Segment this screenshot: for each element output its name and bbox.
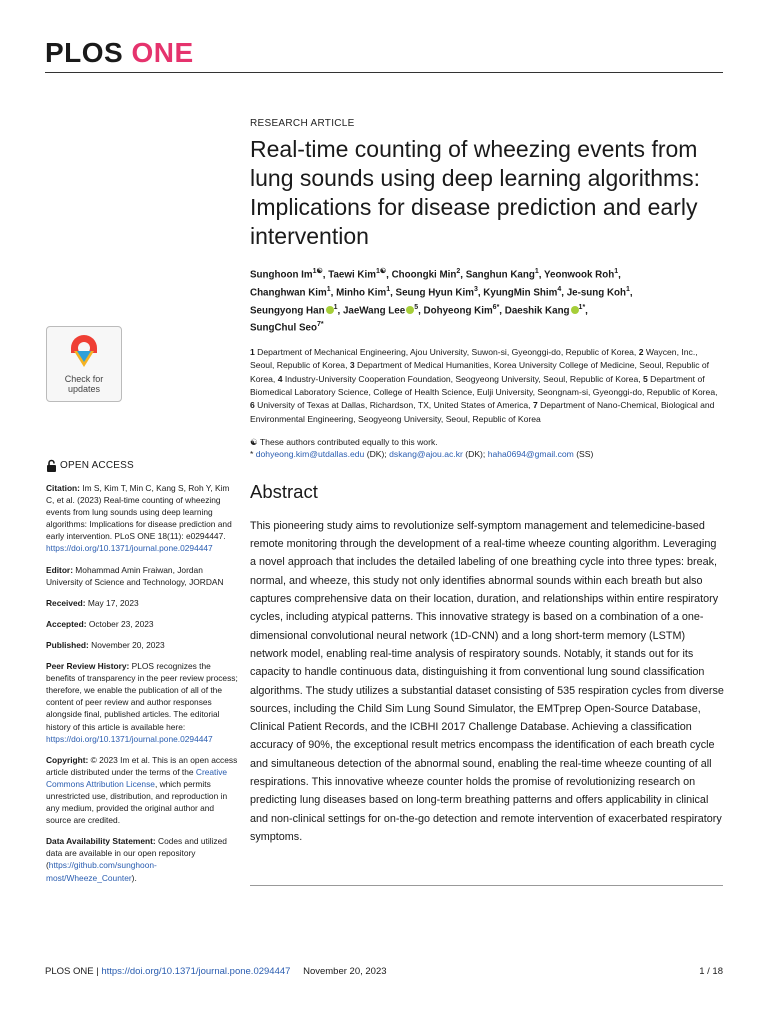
author-affiliation-mark: 1 [333,303,338,311]
footer-date: November 20, 2023 [303,966,387,977]
peer-review-label: Peer Review History: [46,661,130,672]
author-affiliation-mark: 1 [614,268,619,275]
journal-header [45,38,723,73]
accepted-label: Accepted: [46,618,87,629]
published-label: Published: [46,639,89,650]
author-affiliation-mark: 3 [473,285,478,293]
author-name[interactable]: Sanghun Kang [465,269,535,281]
received-label: Received: [46,597,86,608]
editor-block [46,564,238,588]
author-affiliation-mark: 2 [456,268,461,275]
author-affiliation-mark: 7* [316,321,324,329]
footer-doi-link[interactable]: https://doi.org/10.1371/journal.pone.0294447 [101,966,291,977]
author-name[interactable]: Dohyeong Kim [423,304,493,316]
author-name[interactable]: Taewi Kim [328,269,376,281]
affiliation-text: Department of Biomedical Laboratory Science, College of Health Science, Eulji University, Seongnam-si, Gyeonggi-do, Republic of Korea, [250,373,718,397]
author-name[interactable]: SungChul Seo [250,322,317,334]
logo-plos: PLOS [45,37,124,68]
peer-review-doi-link[interactable]: https://doi.org/10.1371/journal.pone.0294447 [46,733,213,744]
check-updates-line1: Check for [64,374,104,384]
author-notes [250,436,724,461]
data-availability-text: Codes and utilized data are available in our open repository ( [46,836,227,871]
affiliation-text: Department of Mechanical Engineering, Ajou University, Suwon-si, Gyeonggi-do, Republic of Korea, [257,347,639,358]
citation-text: Im S, Kim T, Min C, Kang S, Roh Y, Kim C, et al. (2023) Real-time counting of wheezing events from lung sounds using deep learning algorithms: Implications for disease prediction and early intervention. PLoS ONE 18(11): e0294447. [46,483,232,542]
author-name[interactable]: Changhwan Kim [250,287,327,299]
footer-separator: | [93,966,102,977]
data-availability-label: Data Availability Statement: [46,836,156,847]
abstract-text: This pioneering study aims to revolutionize self-symptom management and telemedicine-based remote monitoring through the development of a real-time wheeze counting algorithm. Leveraging a novel approach that includes the detailed labeling of one breathing cycle into three types: break, normal, and wheeze, this study not only identifies abnormal sounds within each breath but also captures comprehensive data on their location, duration, and relationships within entire respiratory cycles, including atypical patterns. This innovative strategy is based on a combination of a one-dimensional convolutional neural network (1D-CNN) and a long short-term memory (LSTM) network model, enabling real-time analysis of respiratory sounds. Notably, it stands out for its capacity to handle continuous data, distinguishing it from conventional lung sound classification algorithms. The study utilizes a substantial dataset consisting of 535 respiration cycles from diverse sources, including the Child Sim Lung Sound Simulator, the EMTprep Open-Source Database, Clinical Patient Records, and the ICBHI 2017 Challenge Database. Achieving a classification accuracy of 90%, the exceptional result metrics encompass the identification of each breath cycle and simultaneous detection of the abnormal sound, enabling the real-time wheeze counting of all respirations. This innovative wheeze counter holds the promise of revolutionizing research on predicting lung diseases based on long-term breathing patterns and offers applicability in clinical and non-clinical settings for on-the-go detection and remote intervention of exacerbated respiratory symptoms. [250,519,724,843]
affiliation-number: 1 [250,347,258,358]
affiliation-text: Department of Nano-Chemical, Biological and Environmental Engineering, Seogyeong University, Seoul, Republic of Korea [250,400,715,424]
accepted-date: October 23, 2023 [86,618,154,629]
affiliations [250,346,724,426]
author-affiliation-mark: 1 [326,285,331,293]
article-type: RESEARCH ARTICLE [250,118,355,129]
affiliation-text: University of Texas at Dallas, Richardson, TX, United States of America, [257,400,533,411]
affiliation-number: 4 [277,373,285,384]
author-name[interactable]: Yeonwook Roh [544,269,615,281]
affiliation-number: 7 [532,400,541,411]
email-tag-1: (DK); [364,449,390,460]
affiliation-number: 2 [638,347,646,358]
author-name[interactable]: KyungMin Shim [483,287,558,299]
author-name[interactable]: JaeWang Lee [342,304,406,316]
email-tag-3: (SS) [573,449,594,460]
orcid-icon[interactable] [326,306,334,314]
author-affiliation-mark: 1 [626,285,630,293]
corr-star: * [250,449,254,460]
author-name[interactable]: Je-sung Koh [566,287,627,299]
citation-block [46,482,238,555]
data-availability-block [46,835,238,883]
abstract-divider [250,885,723,886]
correspondence-note [250,448,724,461]
check-for-updates-badge[interactable] [46,326,122,402]
logo-one: ONE [131,37,194,68]
equal-contribution-note: ☯ These authors contributed equally to this work. [250,436,438,447]
page-number: 1 / 18 [699,966,723,977]
orcid-icon[interactable] [406,306,414,314]
author-affiliation-mark: 1* [578,303,586,311]
data-availability-end: ). [131,872,137,883]
author-affiliation-mark: 1☯ [312,268,323,275]
email-tag-2: (DK); [462,449,488,460]
check-updates-line2: updates [67,384,101,394]
article-main [250,118,724,846]
author-affiliation-mark: 1 [386,285,391,293]
copyright-text-2: , which permits unrestricted use, distribution, and reproduction in any medium, provided the original author and source are credited. [46,778,228,826]
article-title: Real-time counting of wheezing events from lung sounds using deep learning algorithms: Implications for disease prediction and early intervention [250,136,701,249]
copyright-text-1: © 2023 Im et al. This is an open access article distributed under the terms of the [46,754,238,777]
open-access-label [46,459,238,473]
copyright-block [46,754,238,827]
author-affiliation-mark: 1☯ [375,268,387,275]
received-date: May 17, 2023 [85,597,139,608]
affiliation-text: Industry-University Cooperation Foundation, Seogyeong University, Seoul, Republic of Korea, [284,373,643,384]
author-name[interactable]: Sunghoon Im [250,269,313,281]
author-affiliation-mark: 4 [557,285,562,293]
author-name[interactable]: Seungyong Han [250,304,325,316]
citation-doi-link[interactable]: https://doi.org/10.1371/journal.pone.0294447 [46,543,213,554]
cc-license-link[interactable]: Creative Commons Attribution License [46,766,228,789]
open-lock-icon [46,459,57,473]
author-name[interactable]: Seung Hyun Kim [395,287,474,299]
open-access-text: OPEN ACCESS [60,459,134,471]
affiliation-text: Department of Medical Humanities, Korea University College of Medicine, Seoul, Republic of Korea, [250,360,710,384]
page-footer [45,966,723,977]
citation-label: Citation: [46,483,80,493]
author-list: Sunghoon $Im^{1☯}$, Taewi Kim$^{1☯}$, Choongki Min$^2$, Sanghun Kang$^1$, Yeonwook Roh$^1$, Changhwan Kim$^1$, Minho Kim$^1$, Seung Hyun Kim$^3$, KyungMin Shim$^4$, Je-sung Koh$^1$, Seungyong Han $^1$, JaeWang Lee $^5$, Dohyeong Kim$^{6*}$, Daeshik Kang $^{1*}$, SungChul Seo$^{7*}$ [250,268,633,334]
orcid-icon[interactable] [571,306,579,314]
article-sidebar [46,459,238,893]
accepted-block [46,618,238,630]
published-block [46,639,238,651]
affiliation-number: 6 [250,400,258,411]
copyright-label: Copyright: [46,754,89,765]
abstract-heading: Abstract [250,480,318,502]
author-affiliation-mark: 1 [534,268,539,275]
footer-journal: PLOS ONE [45,966,94,977]
received-block [46,597,238,609]
peer-review-block [46,660,238,745]
author-name[interactable]: Minho Kim [336,287,387,299]
email-link-3[interactable]: haha0694@gmail.com [487,449,574,460]
affiliation-number: 5 [643,373,651,384]
email-link-2[interactable]: dskang@ajou.ac.kr [389,449,463,460]
editor-text: Mohammad Amin Fraiwan, Jordan University of Science and Technology, JORDAN [46,564,224,587]
author-affiliation-mark: 6* [492,303,500,311]
author-name[interactable]: Choongki Min [391,269,457,281]
author-affiliation-mark: 5 [414,303,419,311]
editor-label: Editor: [46,564,73,575]
affiliation-number: 3 [349,360,358,371]
journal-logo[interactable] [45,38,723,68]
crossmark-icon [69,333,99,369]
author-name[interactable]: Daeshik Kang [504,304,570,316]
peer-review-text: PLOS recognizes the benefits of transparency in the peer review process; therefore, we enable the publication of all of the content of peer review and author responses alongside final, published articles. The editorial history of this article is available here: [46,661,238,732]
published-date: November 20, 2023 [88,639,165,650]
affiliation-text: Waycen, Inc., Seoul, Republic of Korea, [250,347,698,371]
repository-link[interactable]: https://github.com/sunghoon-most/Wheeze_Counter [46,860,157,883]
email-link-1[interactable]: dohyeong.kim@utdallas.edu [255,449,365,460]
